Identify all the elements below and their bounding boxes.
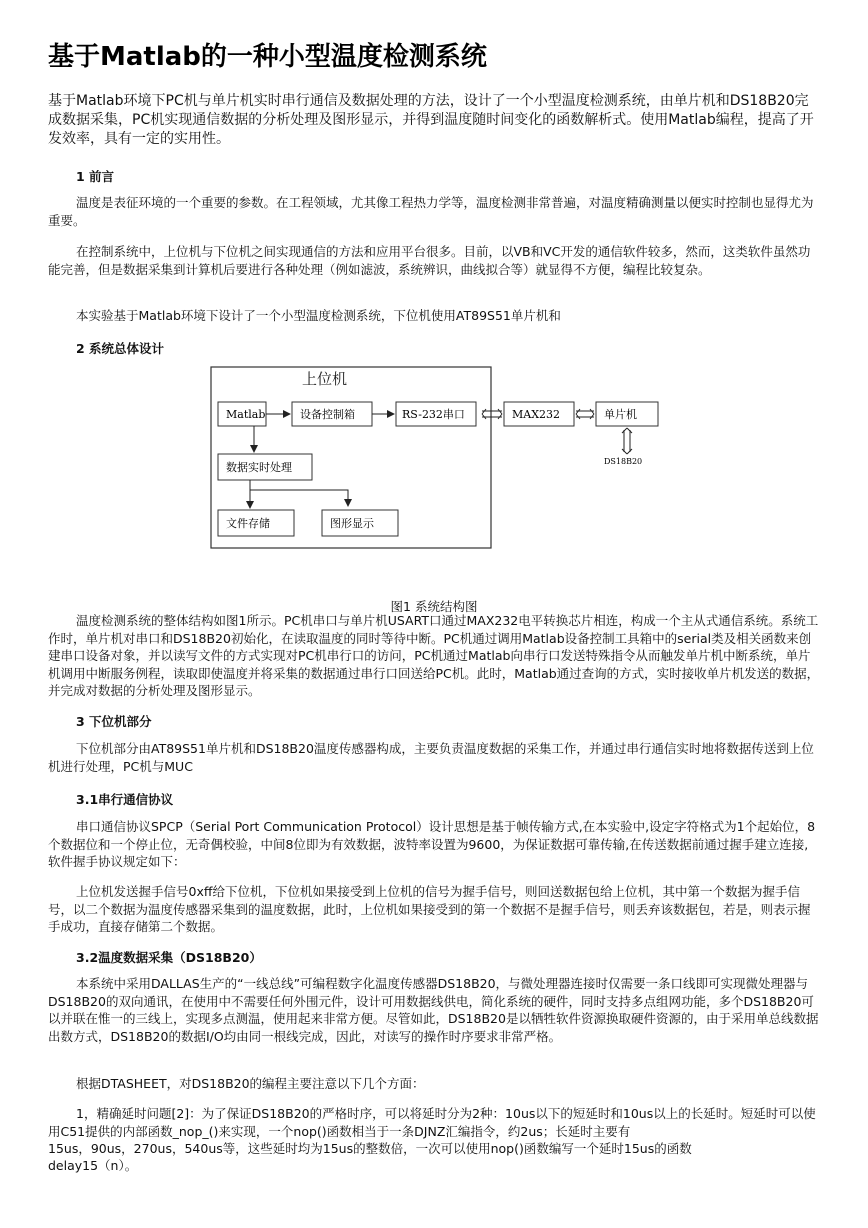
pc-label: 上位机 <box>302 370 348 388</box>
ds18b20-label: DS18B20 <box>604 457 643 466</box>
section-heading-3-2: 3.2温度数据采集（DS18B20） <box>76 950 262 965</box>
paragraph: 在控制系统中，上位机与下位机之间实现通信的方法和应用平台很多。目前，以VB和VC开发的通信软件较多，然而，这类软件虽然功能完善，但是数据采集到计算机后要进行各种处理（例如滤波，系统辨识，曲线拟合等）就显得不方便，编程比较复杂。 <box>48 244 811 277</box>
paragraph: 本实验基于Matlab环境下设计了一个小型温度检测系统，下位机使用AT89S51单片机和 <box>76 308 561 323</box>
section-heading-3-1: 3.1串行通信协议 <box>76 792 174 807</box>
paragraph: 串口通信协议SPCP（Serial Port Communication Protocol）设计思想是基于帧传输方式,在本实验中,设定字符格式为1个起始位，8个数据位和一个停止位，无奇偶校验，中间8位即为有效数据，波特率设置为9600，为保证数据可靠传输,在传送数据前通过握手建立连接,软件握手协议规定如下： <box>48 819 816 869</box>
double-arrow <box>482 411 502 417</box>
paragraph: 1，精确延时问题[2]：为了保证DS18B20的严格时序，可以将延时分为2种：10us以下的短延时和10us以上的长延时。短延时可以使用C51提供的内部函数_nop_()来实现，一个nop()函数相当于一条DJNZ汇编指令，约2us；长延时主要有 <box>48 1106 816 1139</box>
paragraph: 下位机部分由AT89S51单片机和DS18B20温度传感器构成，主要负责温度数据的采集工作，并通过串行通信实时地将数据传送到上位机进行处理，PC机与MUC <box>48 741 814 774</box>
abstract: 基于Matlab环境下PC机与单片机实时串行通信及数据处理的方法，设计了一个小型温度检测系统，由单片机和DS18B20完成数据采集，PC机实现通信数据的分析处理及图形显示，并得到温度随时间变化的函数解析式。使用Matlab编程，提高了开发效率，具有一定的实用性。 <box>48 93 814 147</box>
device-control-label: 设备控制箱 <box>300 408 355 421</box>
rs232-label: RS-232串口 <box>402 408 465 421</box>
paragraph: 本系统中采用DALLAS生产的“一线总线”可编程数字化温度传感器DS18B20，与微处理器连接时仅需要一条口线即可实现微处理器与DS18B20的双向通讯，在使用中不需要任何外围元件，设计可用数据线供电，简化系统的硬件，同时支持多点组网功能，多个DS18B20可以并联在惟一的三线上，实现多点测温，使用起来非常方便。尽管如此，DS18B20是以牺牲软件资源换取硬件资源的，由于采用单总线数据出数方式，DS18B20的数据I/O均由同一根线完成，因此，对读写的操作时序要求非常严格。 <box>48 976 819 1044</box>
system-structure-diagram <box>210 366 662 550</box>
paper-title: 基于Matlab的一种小型温度检测系统 <box>48 42 487 72</box>
system-structure-figure <box>210 366 662 550</box>
arrow <box>250 490 348 506</box>
paragraph-line: delay15（n）。 <box>48 1158 138 1173</box>
section-heading-1: 1 前言 <box>76 169 115 184</box>
section-heading-3: 3 下位机部分 <box>76 714 152 729</box>
paragraph: 温度是表征环境的一个重要的参数。在工程领域，尤其像工程热力学等，温度检测非常普遍，对温度精确测量以便实时控制也显得尤为重要。 <box>48 195 814 228</box>
paragraph: 温度检测系统的整体结构如图1所示。PC机串口与单片机USART口通过MAX232电平转换芯片相连，构成一个主从式通信系统。系统工作时，单片机对串口和DS18B20初始化，在读取温度的同时等待中断。PC机通过调用Matlab设备控制工具箱中的serial类及相关函数来创建串口设备对象，并以读写文件的方式实现对PC机串行口的访问，PC机通过Matlab向串行口发送特殊指令从而触发单片机中断系统，单片机调用中断服务例程，读取即使温度并将采集的数据通过串行口回送给PC机。此时，Matlab通过查询的方式，实时接收单片机发送的数据，并完成对数据的分析处理及图形显示。 <box>48 613 820 698</box>
matlab-label: Matlab <box>226 408 266 421</box>
realtime-processing-label: 数据实时处理 <box>226 461 292 474</box>
figure-caption: 图1 系统结构图 <box>390 598 478 614</box>
double-arrow <box>576 411 594 417</box>
graph-display-label: 图形显示 <box>330 517 374 530</box>
mcu-label: 单片机 <box>604 408 637 421</box>
paragraph: 根据DTASHEET，对DS18B20的编程主要注意以下几个方面： <box>76 1076 425 1091</box>
vertical-double-arrow <box>624 430 630 452</box>
paragraph-line: 15us，90us，270us，540us等，这些延时均为15us的整数倍，一次可以使用nop()函数编写一个延时15us的函数 <box>48 1141 692 1156</box>
paragraph: 上位机发送握手信号0xff给下位机，下位机如果接受到上位机的信号为握手信号，则回送数据包给上位机，其中第一个数据为握手信号，以二个数据为温度传感器采集到的温度数据，此时，上位机如果接受到的第一个数据不是握手信号，则丢弃该数据包，若是，则表示握手成功，直接存储第二个数据。 <box>48 884 811 934</box>
file-storage-label: 文件存储 <box>226 517 270 530</box>
section-heading-2: 2 系统总体设计 <box>76 341 165 356</box>
max232-label: MAX232 <box>512 408 561 421</box>
